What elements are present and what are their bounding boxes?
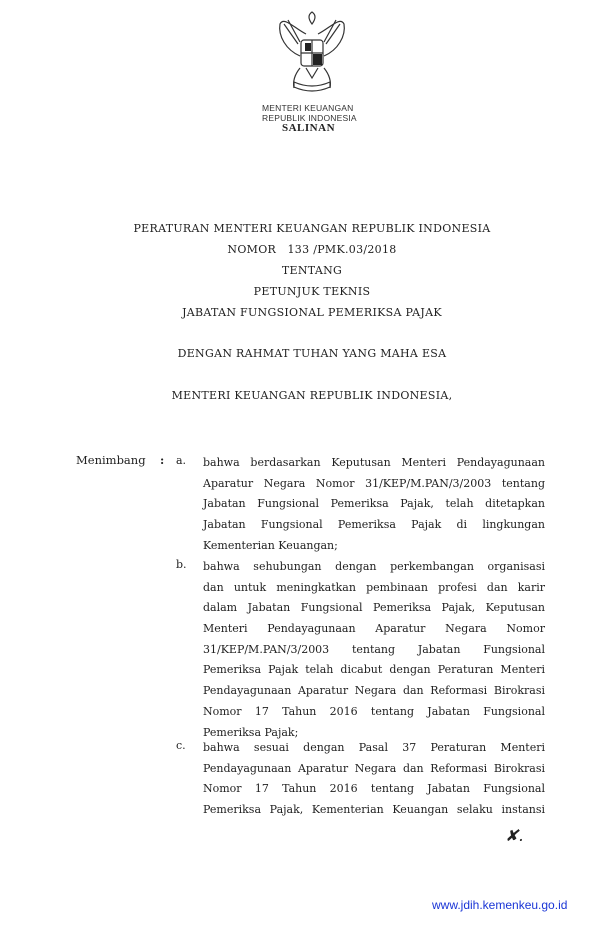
text-line: dan untuk meningkatkan pembinaan profesi dan karir <box>203 580 545 594</box>
about-label: TENTANG <box>281 264 343 277</box>
considering-label: Menimbang <box>76 453 146 467</box>
issuer: MENTERI KEUANGAN REPUBLIK INDONESIA, <box>171 389 453 402</box>
item-letter: a. <box>176 454 187 467</box>
invocation: DENGAN RAHMAT TUHAN YANG MAHA ESA <box>177 347 447 360</box>
item-letter: c. <box>176 739 186 752</box>
text-line: bahwa sesuai dengan Pasal 37 Peraturan Menteri <box>203 741 545 754</box>
text-line: 31/KEP/M.PAN/3/2003 tentang Jabatan Fungsional <box>203 642 545 656</box>
text-line: Pemeriksa Pajak; <box>203 725 299 739</box>
text-line: bahwa berdasarkan Keputusan Menteri Pendayagunaan <box>203 456 545 469</box>
considering-item <box>203 738 545 821</box>
jdih-link[interactable]: www.jdih.kemenkeu.go.id <box>432 898 568 912</box>
text-line: Pemeriksa Pajak telah dicabut dengan Peraturan Menteri <box>203 663 545 677</box>
regulation-number: NOMOR 133 /PMK.03/2018 <box>227 243 397 256</box>
ministry-line: MENTERI KEUANGAN <box>262 103 354 113</box>
salinan-stamp: SALINAN <box>282 122 336 134</box>
paraf-initial: ✘. <box>505 826 524 845</box>
garuda-emblem <box>276 10 348 96</box>
item-letter: b. <box>176 558 187 571</box>
considering-item <box>203 453 545 556</box>
regulation-subject-2: JABATAN FUNGSIONAL PEMERIKSA PAJAK <box>182 306 442 319</box>
text-line: Nomor 17 Tahun 2016 tentang Jabatan Fungsional <box>203 704 545 718</box>
text-line: Nomor 17 Tahun 2016 tentang Jabatan Fungsional <box>203 782 545 796</box>
text-line: Jabatan Fungsional Pemeriksa Pajak di lingkungan <box>203 518 545 532</box>
text-line: Pendayagunaan Aparatur Negara dan Reformasi Birokrasi <box>203 684 545 698</box>
letterhead-ministry <box>262 103 357 123</box>
ministry-line: REPUBLIK INDONESIA <box>262 113 357 123</box>
text-line: Menteri Pendayagunaan Aparatur Negara Nomor <box>203 622 545 636</box>
considering-colon: : <box>160 453 165 467</box>
text-line: Pemeriksa Pajak, Kementerian Keuangan selaku instansi <box>203 803 545 817</box>
text-line: bahwa sehubungan dengan perkembangan organisasi <box>203 560 545 573</box>
regulation-title: PERATURAN MENTERI KEUANGAN REPUBLIK INDONESIA <box>133 222 491 235</box>
regulation-subject: PETUNJUK TEKNIS <box>253 285 371 298</box>
text-line: Jabatan Fungsional Pemeriksa Pajak, telah ditetapkan <box>203 497 545 511</box>
text-line: dalam Jabatan Fungsional Pemeriksa Pajak, Keputusan <box>203 601 545 615</box>
text-line: Pendayagunaan Aparatur Negara dan Reformasi Birokrasi <box>203 761 545 775</box>
considering-item <box>203 557 545 743</box>
text-line: Aparatur Negara Nomor 31/KEP/M.PAN/3/2003 tentang <box>203 476 545 490</box>
text-line: Kementerian Keuangan; <box>203 538 338 552</box>
